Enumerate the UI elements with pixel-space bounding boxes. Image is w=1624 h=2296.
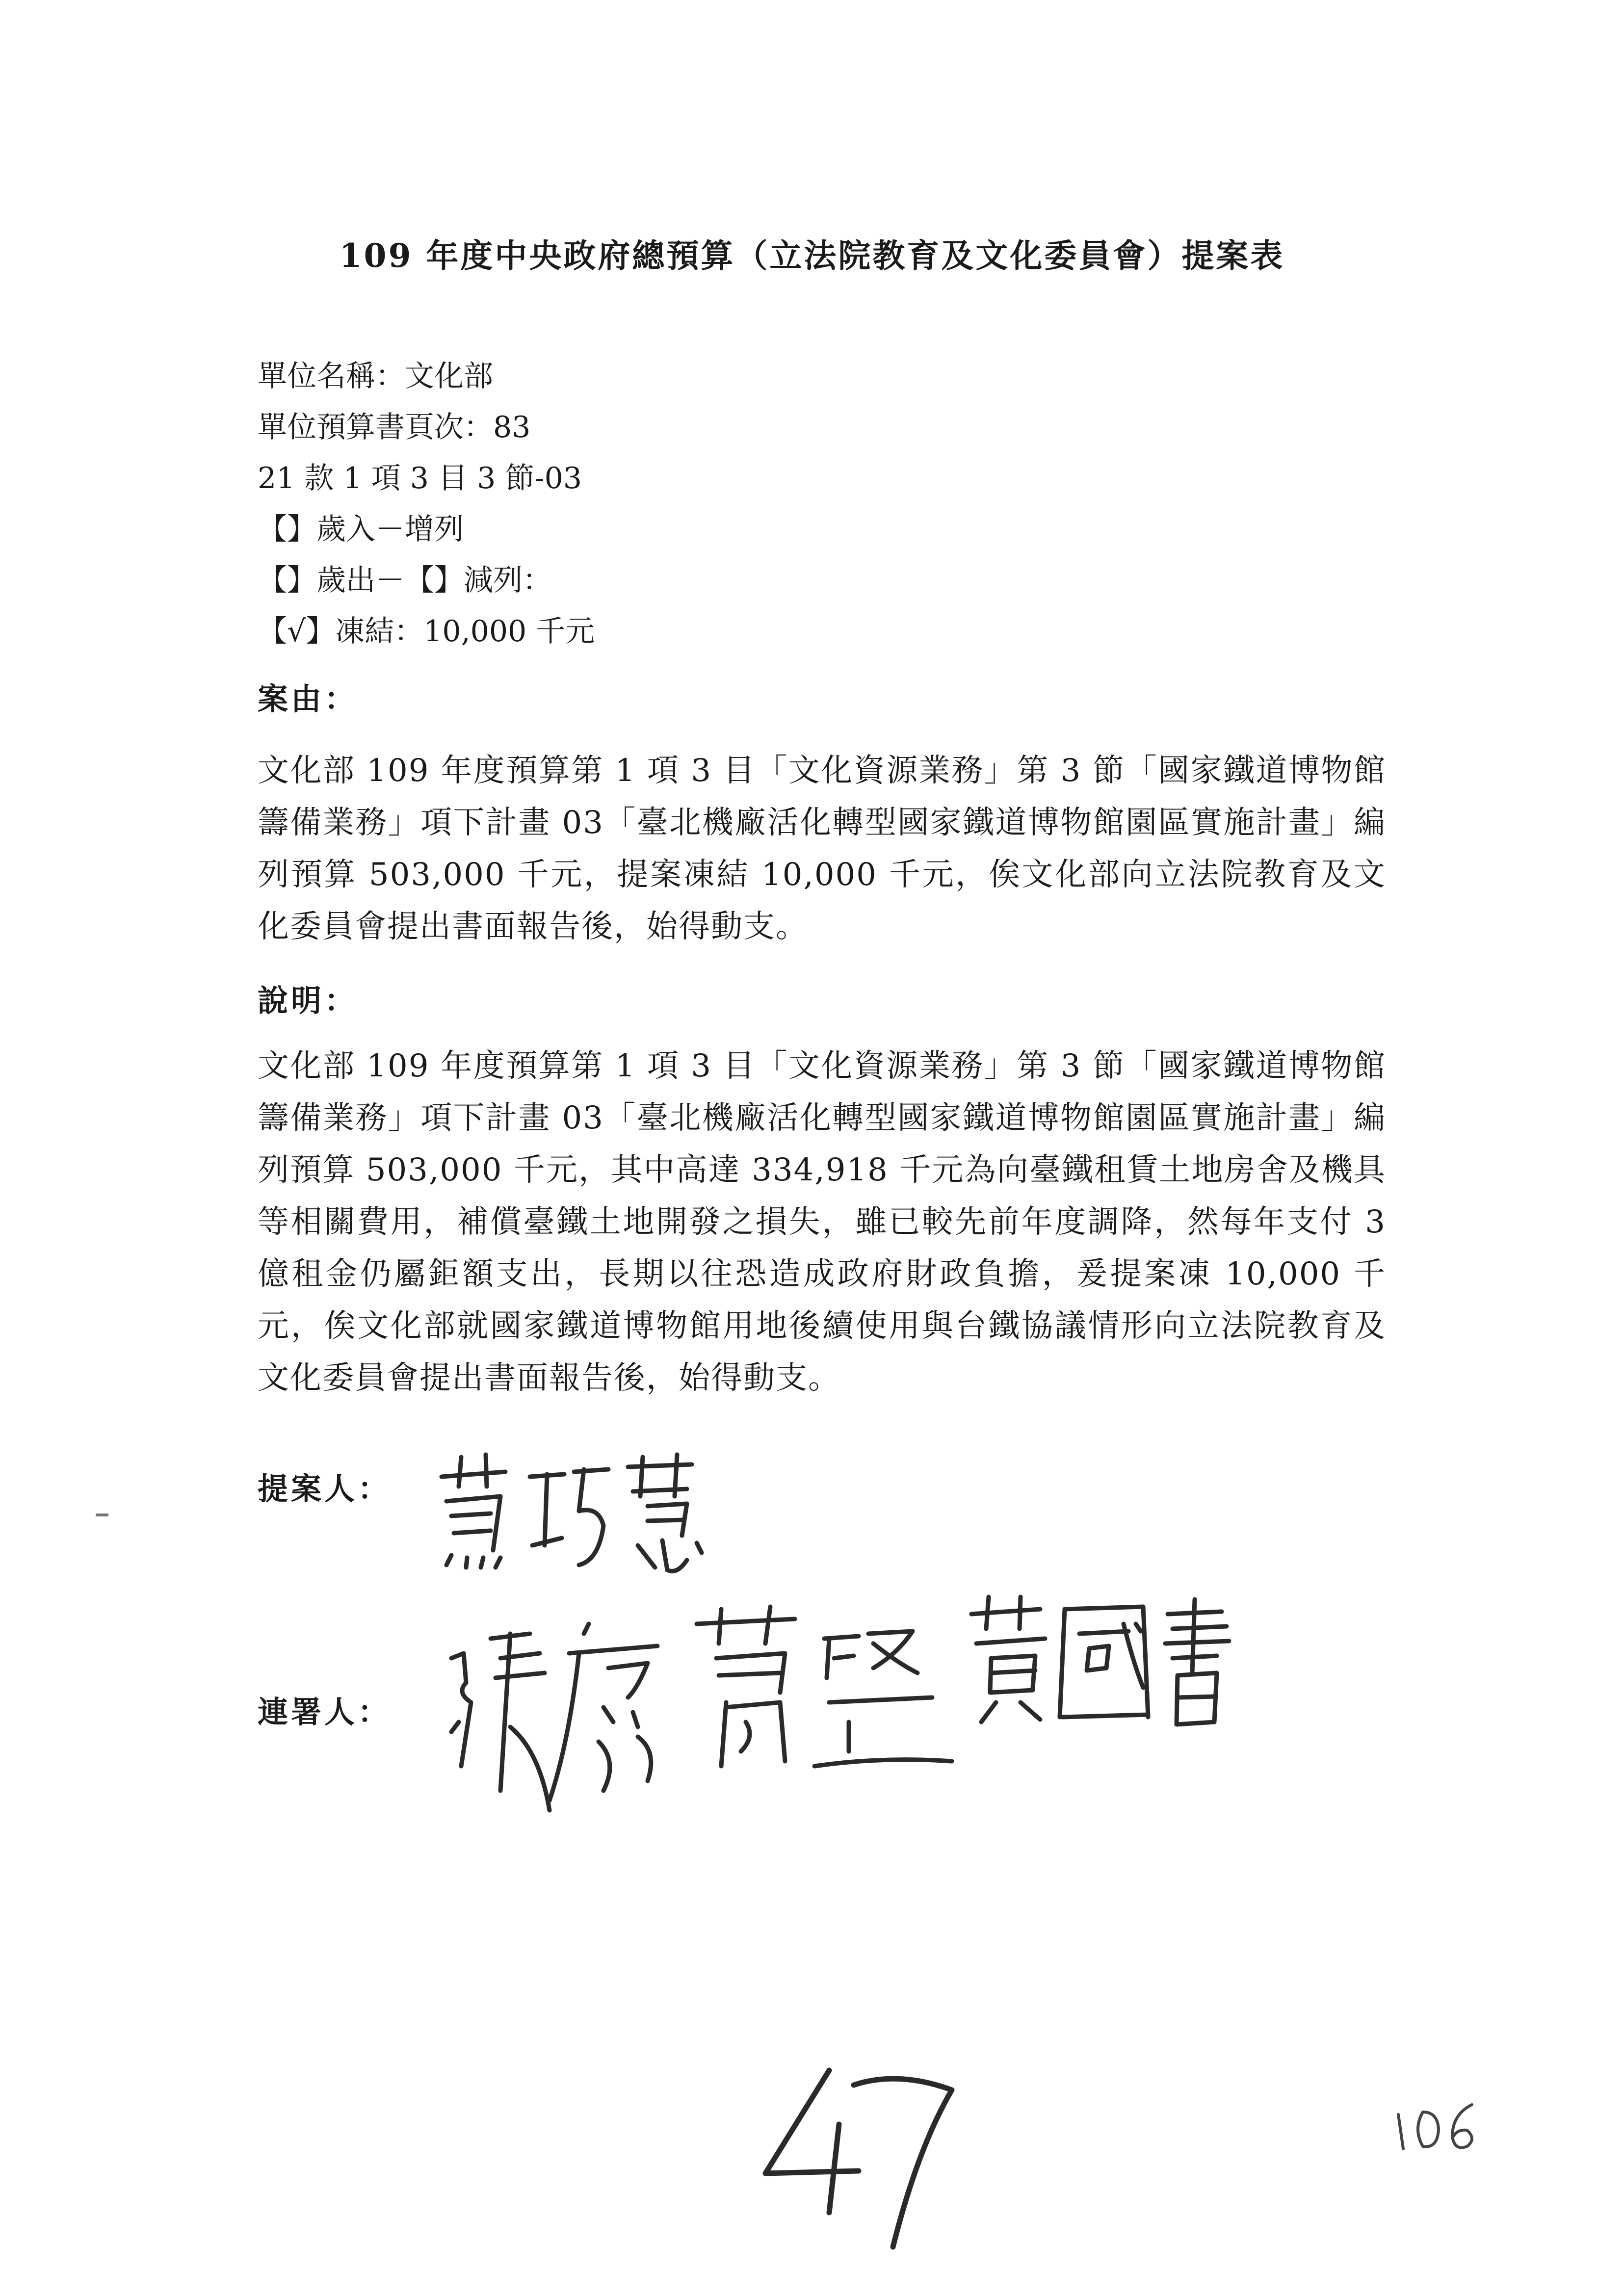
case-heading: 案由： [258,681,358,717]
page-title: 109 年度中央政府總預算（立法院教育及文化委員會）提案表 [339,236,1285,275]
corner-number-text: 106 [1393,2081,1403,2087]
cosigner-signature-1 [442,1604,957,1822]
freeze-amount: 【√】凍結：10,000 千元 [258,614,595,649]
case-body: 文化部 109 年度預算第 1 項 3 目「文化資源業務」第 3 節「國家鐵道博物館籌備業務」項下計畫 03「臺北機廠活化轉型國家鐵道博物館園區實施計畫」編列預算 503,000 千元，提案凍結 10,000 千元，俟文化部向立法院教育及文化委員會提出書面報告後，始得動支。 [258,753,1386,945]
explanation-heading: 說明： [258,983,358,1018]
cosigner-label: 連署人： [258,1694,392,1730]
scan-mark [96,1513,108,1516]
cosigner-signature-2 [962,1590,1236,1739]
explanation-body: 文化部 109 年度預算第 1 項 3 目「文化資源業務」第 3 節「國家鐵道博物館籌備業務」項下計畫 03「臺北機廠活化轉型國家鐵道博物館園區實施計畫」編列預算 503,000 千元，其中高達 334,918 千元為向臺鐵租賃土地房舍及機具等相關費用，補償臺鐵土地開發之損失，雖已較先前年度調降，然每年支付 3 億租金仍屬鉅額支出，長期以往恐造成政府財政負擔，爰提案凍 10,000 千元，俟文化部就國家鐵道博物館用地後續使用與台鐵協議情形向立法院教育及文化委員會提出書面報告後，始得動支。 [258,1048,1386,1396]
handwritten-page-number [756,2027,962,2259]
item-code: 21 款 1 項 3 目 3 節-03 [258,461,582,496]
revenue-increase: 【】歲入－增列 [258,512,464,547]
page-number-text: 47 [756,2027,762,2033]
proposal-meta [258,351,595,657]
proposer-label: 提案人： [258,1471,392,1507]
unit-name: 單位名稱：文化部 [258,359,493,393]
proposer-signature [432,1447,707,1596]
budget-page: 單位預算書頁次：83 [258,410,531,444]
expenditure-cut: 【】歲出－【】減列： [258,563,552,598]
handwritten-corner-number [1393,2081,1482,2161]
